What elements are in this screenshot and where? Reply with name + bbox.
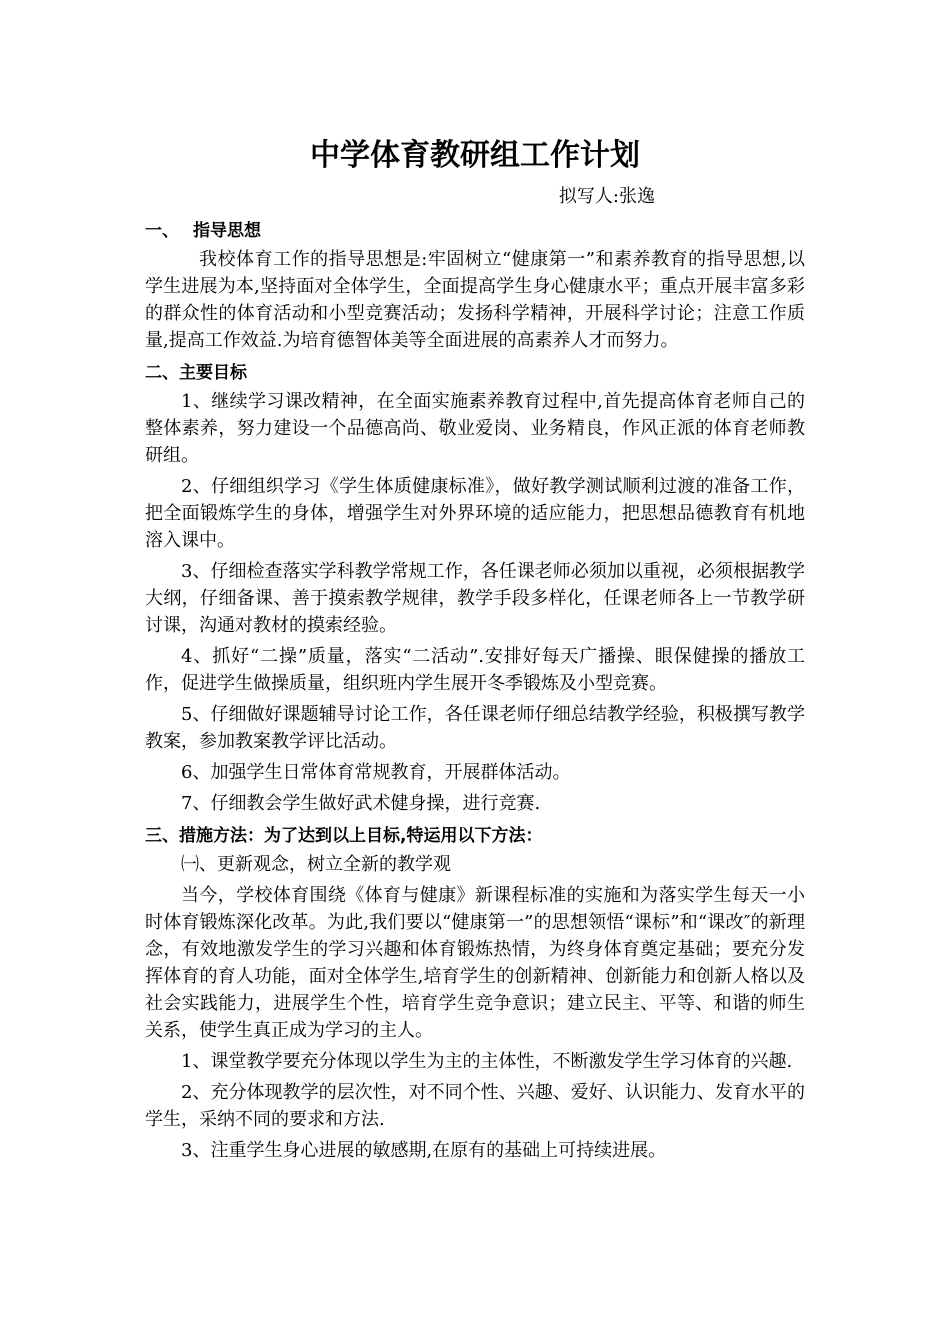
- subheading-update-concepts: ㈠、更新观念，树立全新的教学观: [181, 854, 451, 875]
- section-heading-main-goals: 二、主要目标: [145, 363, 247, 383]
- section-heading-guiding-ideas: [145, 216, 805, 246]
- goal-item-7: 7、仔细教会学生做好武术健身操，进行竞赛.: [181, 793, 541, 814]
- method-item-3: 3、注重学生身心进展的敏感期,在原有的基础上可持续进展。: [181, 1140, 667, 1161]
- section-heading-text: 指导思想: [193, 221, 261, 241]
- method-item-1: 1、课堂教学要充分体现以学生为主的主体性，不断激发学生学习体育的兴趣.: [181, 1051, 793, 1072]
- document-author: 拟写人:张逸: [558, 186, 655, 207]
- section-heading-methods: 三、措施方法：为了达到以上目标,特运用以下方法：: [145, 826, 543, 846]
- section-number: 一、: [145, 221, 179, 241]
- method-item-2: 2、充分体现教学的层次性，对不同个性、兴趣、爱好、认识能力、发育水平的学生，采纳不同的要求和方法.: [145, 1082, 805, 1130]
- paragraph-guiding-ideas: 我校体育工作的指导思想是:牢固树立“健康第一”和素养教育的指导思想,以学生进展为本,坚持面对全体学生，全面提高学生身心健康水平；重点开展丰富多彩的群众性的体育活动和小型竞赛活动；发扬科学精神，开展科学讨论；注意工作质量,提高工作效益.为培育德智体美等全面进展的高素养人才而努力。: [145, 249, 805, 351]
- document-title: 中学体育教研组工作计划: [310, 138, 640, 173]
- goal-item-1: 1、继续学习课改精神，在全面实施素养教育过程中,首先提高体育老师自己的整体素养，努力建设一个品德高尚、敬业爱岗、业务精良，作风正派的体育老师教研组。: [145, 391, 805, 466]
- paragraph-methods-intro: 当今，学校体育围绕《体育与健康》新课程标准的实施和为落实学生每天一小时体育锻炼深化改革。为此,我们要以“健康第一”的思想领悟“课标”和“课改″的新理念，有效地激发学生的学习兴趣和体育锻炼热情，为终身体育奠定基础；要充分发挥体育的育人功能，面对全体学生,培育学生的创新精神、创新能力和创新人格以及社会实践能力，进展学生个性，培育学生竞争意识；建立民主、平等、和谐的师生关系，使学生真正成为学习的主人。: [145, 885, 805, 1041]
- goal-item-6: 6、加强学生日常体育常规教育，开展群体活动。: [181, 762, 571, 783]
- goal-item-2: 2、仔细组织学习《学生体质健康标准》，做好教学测试顺利过渡的准备工作，把全面锻炼学生的身体，增强学生对外界环境的适应能力，把思想品德教育有机地溶入课中。: [145, 476, 805, 551]
- goal-item-3: 3、仔细检查落实学科教学常规工作，各任课老师必须加以重视，必须根据教学大纲，仔细备课、善于摸索教学规律，教学手段多样化，任课老师各上一节教学研讨课，沟通对教材的摸索经验。: [145, 561, 805, 636]
- goal-item-4: 4、抓好“二操”质量，落实“二活动”.安排好每天广播操、眼保健操的播放工作，促进学生做操质量，组织班内学生展开冬季锻炼及小型竞赛。: [145, 646, 805, 694]
- goal-item-5: 5、仔细做好课题辅导讨论工作，各任课老师仔细总结教学经验，积极撰写教学教案，参加教案教学评比活动。: [145, 704, 805, 752]
